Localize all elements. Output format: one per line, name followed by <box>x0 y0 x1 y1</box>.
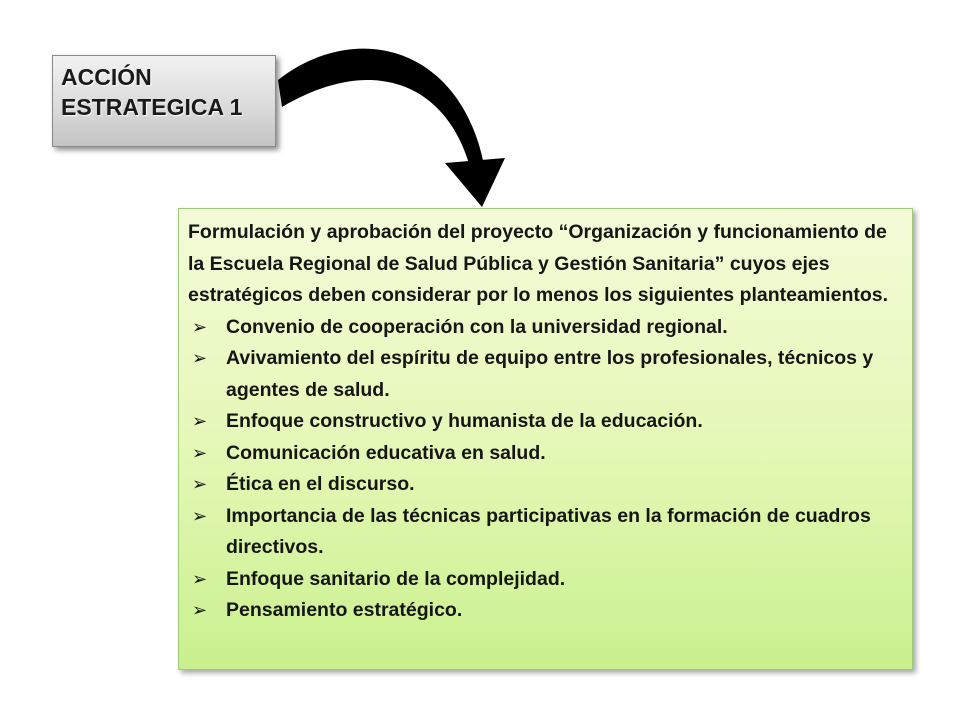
list-item <box>188 469 904 501</box>
list-item <box>188 595 904 627</box>
content-box <box>178 208 913 670</box>
list-item <box>188 564 904 596</box>
list-item-text: Ética en el discurso. <box>226 473 415 495</box>
list-item <box>188 501 904 564</box>
list-item-text: Pensamiento estratégico. <box>226 599 463 621</box>
arrowhead-bullet-icon: ➢ <box>192 568 208 589</box>
list-item-text: Importancia de las técnicas participativas en la formación de cuadros directivos. <box>226 504 871 558</box>
title-line-2: ESTRATEGICA 1 <box>61 94 243 120</box>
curved-arrow-icon <box>260 25 520 225</box>
arrowhead-bullet-icon: ➢ <box>192 505 208 526</box>
title-box <box>52 55 276 147</box>
bullet-list <box>188 312 904 627</box>
list-item <box>188 406 904 438</box>
list-item-text: Avivamiento del espíritu de equipo entre los profesionales, técnicos y agentes de salud. <box>226 347 874 401</box>
arrowhead-bullet-icon: ➢ <box>192 316 208 337</box>
list-item-text: Convenio de cooperación con la universidad regional. <box>226 315 728 338</box>
arrowhead-bullet-icon: ➢ <box>192 411 208 431</box>
list-item-text: Comunicación educativa en salud. <box>226 441 546 464</box>
list-item-text: Enfoque sanitario de la complejidad. <box>226 567 566 590</box>
list-item-text: Enfoque constructivo y humanista de la educación. <box>226 410 703 432</box>
list-item <box>188 312 904 344</box>
intro-text: Formulación y aprobación del proyecto “Organización y funcionamiento de la Escuela Regional de Salud Pública y Gestión Sanitaria” cuyos ejes estratégicos deben considerar por lo menos los siguientes planteamientos. <box>188 221 889 306</box>
arrowhead-bullet-icon: ➢ <box>192 600 208 620</box>
arrowhead-bullet-icon: ➢ <box>192 474 208 494</box>
list-item <box>188 438 904 470</box>
title-line-1: ACCIÓN <box>61 64 152 90</box>
arrowhead-bullet-icon: ➢ <box>192 348 208 368</box>
list-item <box>188 343 904 406</box>
arrowhead-bullet-icon: ➢ <box>192 442 208 463</box>
